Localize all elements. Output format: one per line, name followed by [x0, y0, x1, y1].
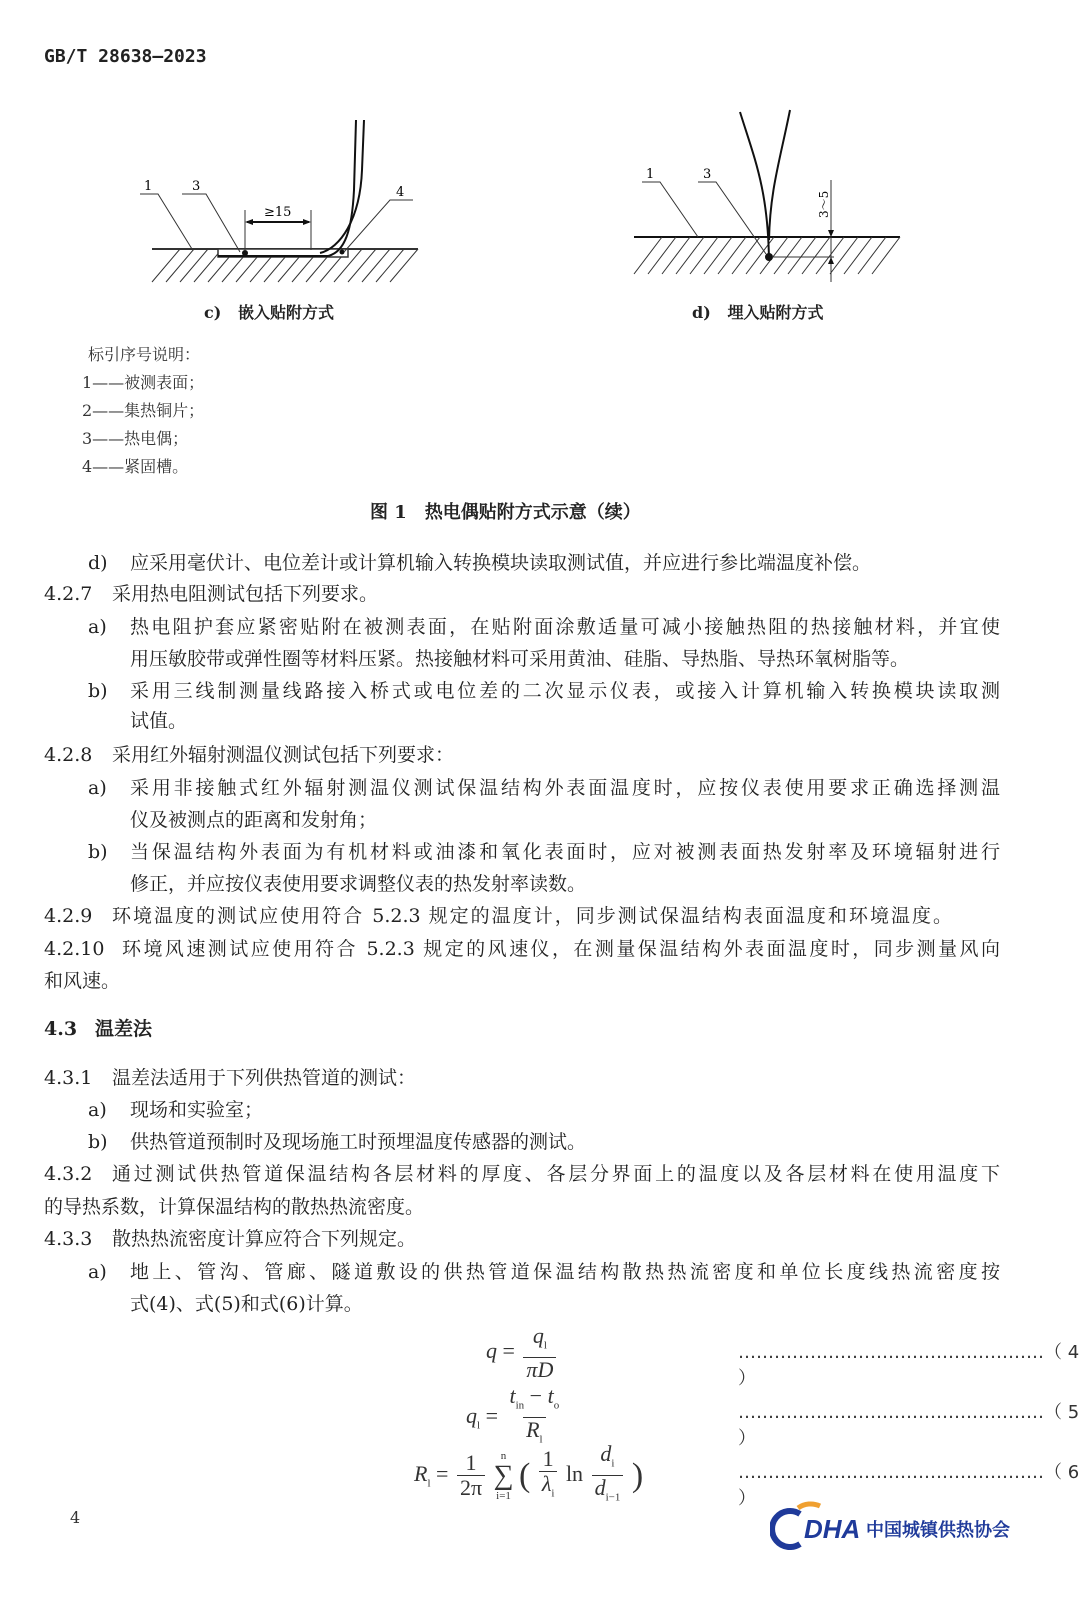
equation-5: $q_l$ = $\frac{t_{in} - t_o}{R_l}$: [466, 1384, 565, 1452]
item-label: b): [88, 841, 108, 863]
hatch-line: [662, 237, 690, 274]
clause-number: 4.2.7: [44, 583, 93, 605]
hatch-line: [760, 237, 788, 274]
item-text: 地上、管沟、管廊、隧道敷设的供热管道保温结构散热热流密度和单位长度线热流密度按: [130, 1261, 1000, 1283]
item-text: 试值。: [130, 710, 188, 732]
dimension-label: ≥15: [264, 205, 292, 220]
hatch-line: [774, 237, 802, 274]
item-text: 热电阻护套应紧密贴附在被测表面，在贴附面涂敷适量可减小接触热阻的热接触材料，并宜使: [130, 616, 1000, 638]
clause-number: 4.2.8: [44, 744, 93, 766]
hatch-line: [858, 237, 886, 274]
svg-text:DHA: DHA: [804, 1514, 861, 1544]
callout-3: 3: [703, 167, 712, 182]
dimension-label: 3～5: [817, 190, 831, 218]
item-text: 仪及被测点的距离和发射角；: [130, 809, 378, 831]
hatch-line: [634, 237, 662, 274]
equation-6: $R_l$ = $\frac{1}{2\pi}$ n ∑ i=1 ( $\frac{1}{\lambda_i}$ ln $\frac{d_i}{d_{i-1}}$ ): [414, 1442, 643, 1510]
figure-d-buried-diagram: [620, 100, 910, 290]
equation-4: q = $\frac{q_l}{\pi D}$: [486, 1324, 559, 1382]
clause-text: 通过测试供热管道保温结构各层材料的厚度、各层分界面上的温度以及各层材料在使用温度下: [112, 1163, 1000, 1185]
clause-text: 采用热电阻测试包括下列要求。: [112, 583, 379, 605]
item-text: 采用三线制测量线路接入桥式或电位差的二次显示仪表，或接入计算机输入转换模块读取测: [130, 680, 1000, 702]
hatch-line: [844, 237, 872, 274]
hatch-line: [704, 237, 732, 274]
item-text: 现场和实验室；: [130, 1099, 264, 1121]
hatch-line: [816, 237, 844, 274]
hatch-line: [152, 249, 180, 282]
callout-3: 3: [192, 179, 201, 194]
cdha-watermark-logo: [770, 1500, 1070, 1550]
item-label: b): [88, 680, 108, 702]
item-label: a): [88, 1261, 107, 1283]
hatch-line: [180, 249, 208, 282]
item-label: a): [88, 1099, 107, 1121]
item-text: 式(4)、式(5)和式(6)计算。: [130, 1293, 363, 1315]
hatch-line: [802, 237, 830, 274]
hatch-line: [348, 249, 376, 282]
clause-text: 和风速。: [44, 970, 121, 992]
section-number: 4.3: [44, 1018, 78, 1040]
page-number: 4: [70, 1508, 81, 1527]
clause-number: 4.2.10: [44, 938, 105, 960]
figure-caption: 图 1 热电偶贴附方式示意（续）: [370, 502, 641, 523]
key-item: 3——热电偶；: [82, 429, 189, 448]
figure-d-caption: d) 埋入贴附方式: [692, 303, 824, 322]
key-title: 标引序号说明：: [88, 345, 201, 364]
hatch-line: [166, 249, 194, 282]
hatch-line: [390, 249, 418, 282]
item-label: a): [88, 777, 107, 799]
clause-text: 的导热系数，计算保温结构的散热热流密度。: [44, 1196, 425, 1218]
item-text: 应采用毫伏计、电位差计或计算机输入转换模块读取测试值，并应进行参比端温度补偿。: [130, 552, 872, 574]
equation-4-number: ……………………………………………（ 4 ）: [738, 1342, 1080, 1389]
item-label: a): [88, 616, 107, 638]
item-text: 供热管道预制时及现场施工时预埋温度传感器的测试。: [130, 1131, 587, 1153]
item-text: 采用非接触式红外辐射测温仪测试保温结构外表面温度时，应按仪表使用要求正确选择测温: [130, 777, 1000, 799]
hatch-line: [788, 237, 816, 274]
figure-c-embedded-diagram: [130, 110, 430, 290]
hatch-line: [732, 237, 760, 274]
clause-text: 温差法适用于下列供热管道的测试：: [112, 1067, 417, 1089]
watermark-org-name: 中国城镇供热协会: [866, 1520, 1010, 1541]
hatch-line: [376, 249, 404, 282]
hatch-line: [872, 237, 900, 274]
item-text: 用压敏胶带或弹性圈等材料压紧。热接触材料可采用黄油、硅脂、导热脂、导热环氧树脂等。: [130, 648, 910, 670]
section-title: 温差法: [95, 1018, 153, 1040]
clause-text: 散热热流密度计算应符合下列规定。: [112, 1228, 417, 1250]
clause-number: 4.2.9: [44, 905, 93, 927]
equation-5-number: ……………………………………………（ 5 ）: [738, 1402, 1080, 1449]
item-label: b): [88, 1131, 108, 1153]
key-item: 4——紧固槽。: [82, 457, 189, 476]
clause-number: 4.3.2: [44, 1163, 93, 1185]
clause-text: 采用红外辐射测温仪测试包括下列要求：: [112, 744, 455, 766]
key-item: 2——集热铜片；: [82, 401, 205, 420]
clause-number: 4.3.3: [44, 1228, 93, 1250]
hatch-line: [648, 237, 676, 274]
key-item: 1——被测表面；: [82, 373, 205, 392]
item-label: d): [88, 552, 108, 574]
clause-text: 环境风速测试应使用符合 5.2.3 规定的风速仪，在测量保温结构外表面温度时，同步测量风向: [122, 938, 1000, 960]
item-text: 当保温结构外表面为有机材料或油漆和氧化表面时，应对被测表面热发射率及环境辐射进行: [130, 841, 1000, 863]
callout-1: 1: [646, 167, 655, 182]
hatch-line: [830, 237, 858, 274]
figure-c-caption: c) 嵌入贴附方式: [204, 303, 335, 322]
hatch-line: [718, 237, 746, 274]
hatch-line: [676, 237, 704, 274]
clause-number: 4.3.1: [44, 1067, 93, 1089]
equation-6-number: ……………………………………………（ 6 ）: [738, 1462, 1080, 1509]
standard-code: GB/T 28638—2023: [44, 46, 207, 67]
item-text: 修正，并应按仪表使用要求调整仪表的热发射率读数。: [130, 873, 587, 895]
callout-1: 1: [144, 179, 153, 194]
hatch-line: [362, 249, 390, 282]
callout-4: 4: [396, 185, 405, 200]
clause-text: 环境温度的测试应使用符合 5.2.3 规定的温度计，同步测试保温结构表面温度和环境温度。: [112, 905, 952, 927]
hatch-line: [690, 237, 718, 274]
